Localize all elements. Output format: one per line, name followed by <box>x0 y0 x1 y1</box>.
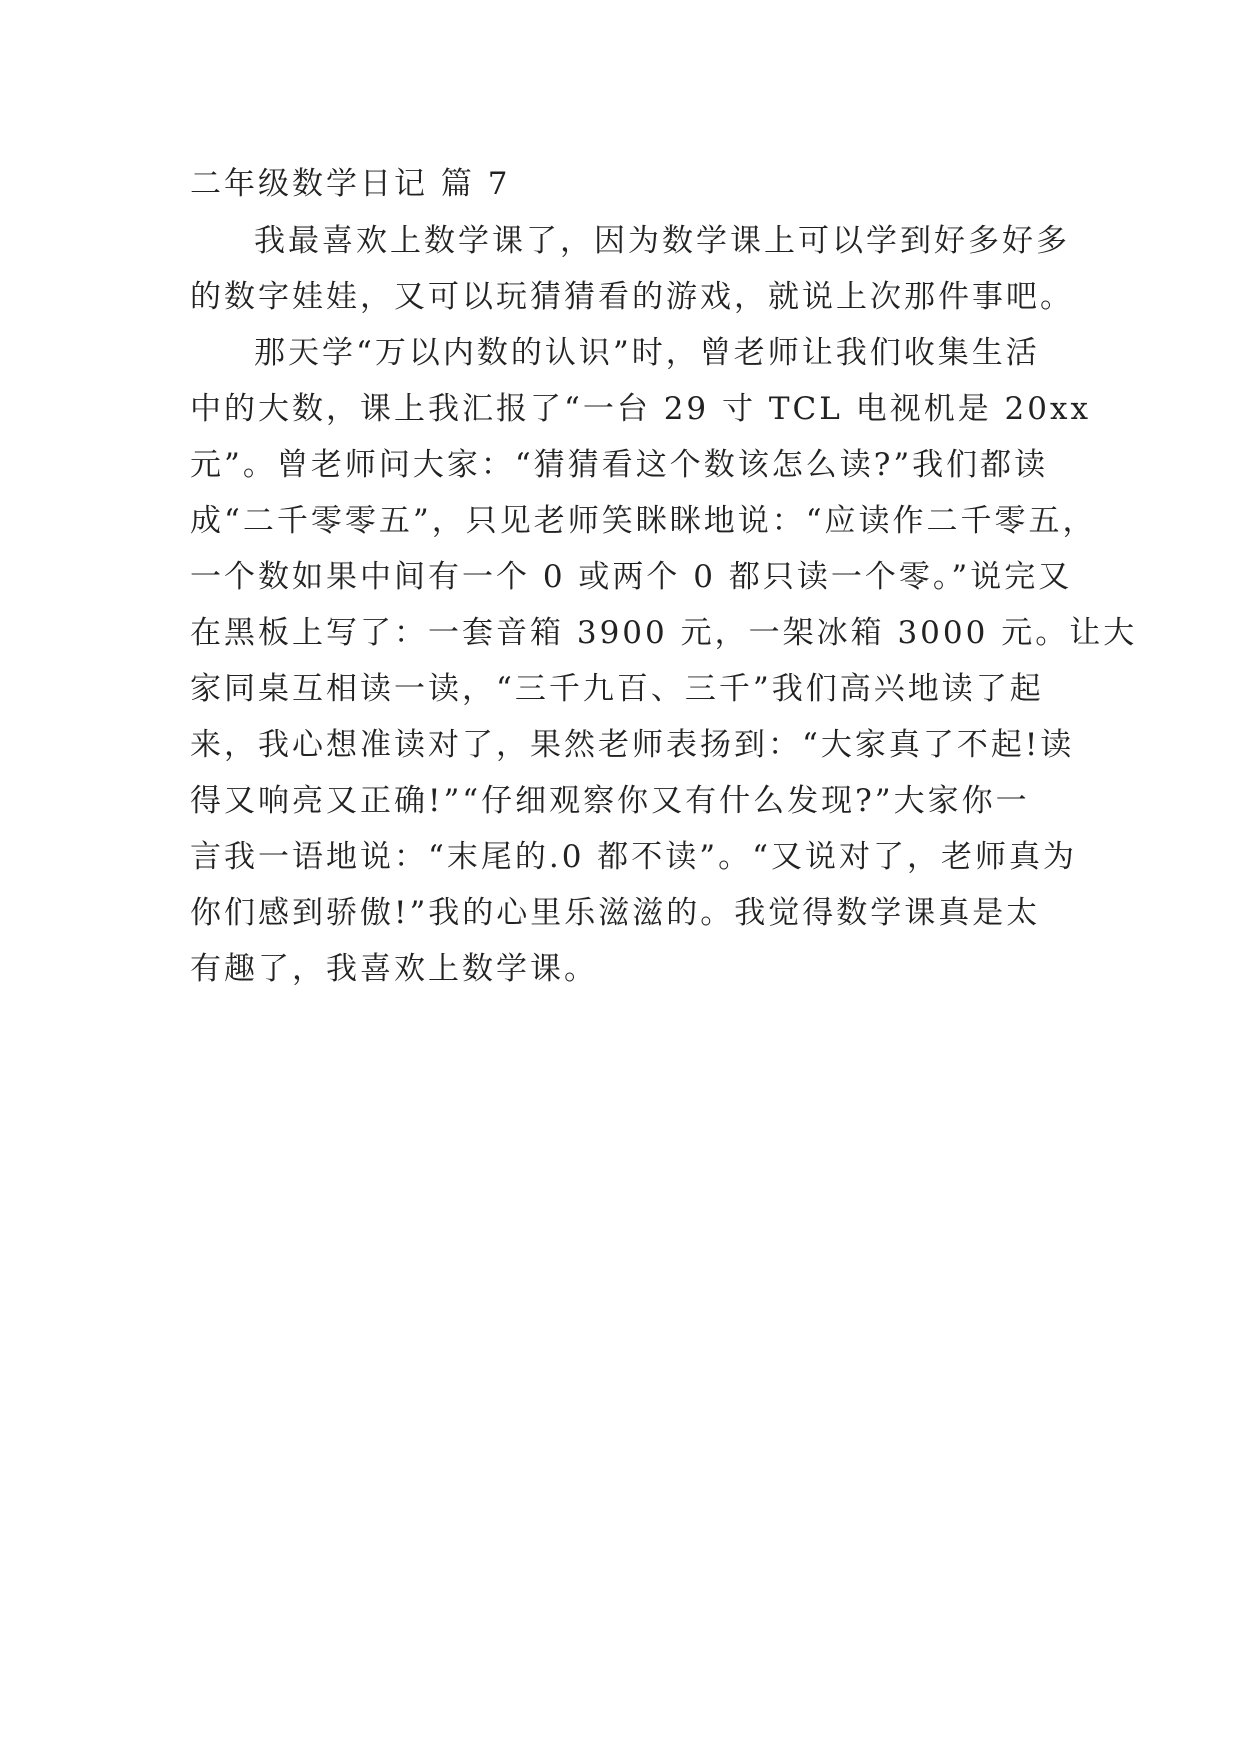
paragraph-line: 有趣了，我喜欢上数学课。 <box>190 951 598 987</box>
paragraph-line: 在黑板上写了：一套音箱 3900 元，一架冰箱 3000 元。让大 <box>190 615 1138 651</box>
document-body <box>190 155 1138 997</box>
paragraph-line: 的数字娃娃，又可以玩猜猜看的游戏，就说上次那件事吧。 <box>190 279 1074 315</box>
paragraph-line: 中的大数，课上我汇报了“一台 29 寸 TCL 电视机是 20xx <box>190 391 1091 427</box>
paragraph-line: 得又响亮又正确!”“仔细观察你又有什么发现?”大家你一 <box>190 783 1030 819</box>
paragraph-line: 我最喜欢上数学课了，因为数学课上可以学到好多好多 <box>254 223 1070 259</box>
paragraph-line: 来，我心想准读对了，果然老师表扬到：“大家真了不起!读 <box>190 727 1075 763</box>
paragraph-line: 家同桌互相读一读，“三千九百、三千”我们高兴地读了起 <box>190 671 1044 707</box>
paragraph-line: 那天学“万以内数的认识”时，曾老师让我们收集生活 <box>254 335 1040 371</box>
paragraph-line: 元”。曾老师问大家：“猜猜看这个数该怎么读?”我们都读 <box>190 447 1049 483</box>
paragraph-1 <box>190 213 1074 325</box>
paragraph-2 <box>190 325 1138 997</box>
document-heading: 二年级数学日记 篇 7 <box>190 166 511 202</box>
paragraph-line: 一个数如果中间有一个 0 或两个 0 都只读一个零。”说完又 <box>190 559 1073 595</box>
paragraph-line: 你们感到骄傲!”我的心里乐滋滋的。我觉得数学课真是太 <box>190 895 1041 931</box>
paragraph-line: 成“二千零零五”，只见老师笑眯眯地说：“应读作二千零五， <box>190 503 1097 539</box>
paragraph-line: 言我一语地说：“末尾的.0 都不读”。“又说对了，老师真为 <box>190 839 1077 875</box>
